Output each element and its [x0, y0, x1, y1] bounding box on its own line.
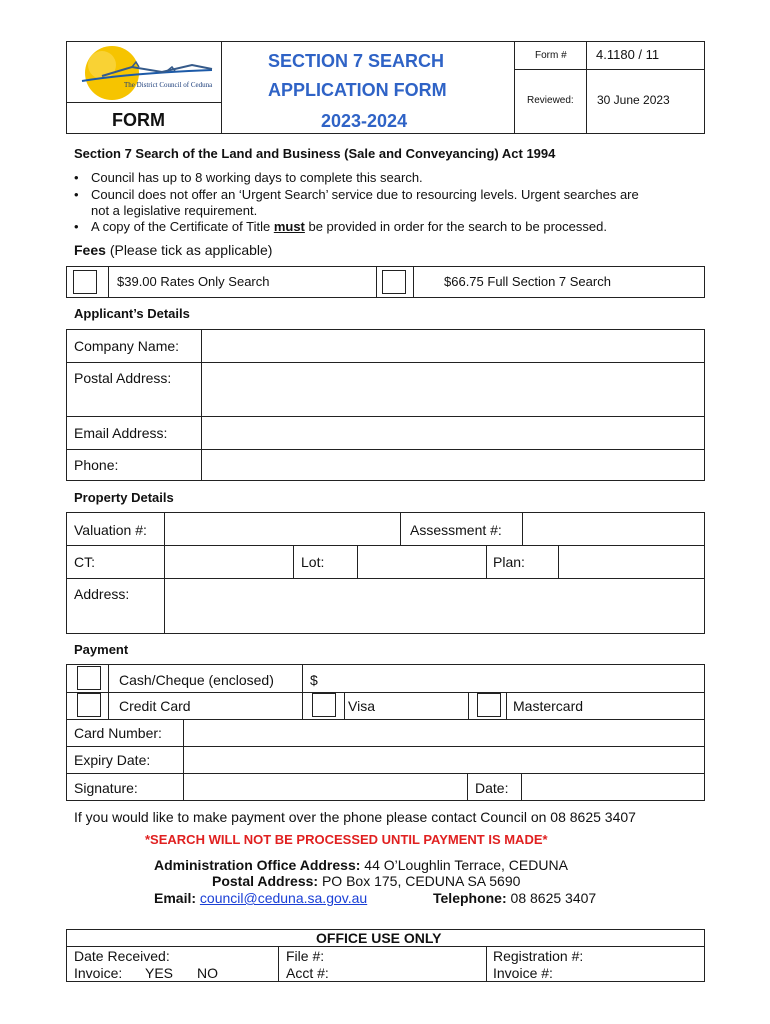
assessment-label: Assessment #: [410, 522, 502, 538]
signature-field[interactable] [184, 774, 467, 801]
phone-payment-note: If you would like to make payment over the phone please contact Council on 08 8625 3407 [74, 809, 636, 825]
plan-field[interactable] [559, 546, 704, 578]
council-logo [72, 43, 218, 101]
contact-telephone: Telephone: 08 8625 3407 [433, 890, 597, 906]
amount-field[interactable] [322, 665, 704, 692]
valuation-label: Valuation #: [74, 522, 147, 538]
bullet-1: Council has up to 8 working days to complete this search. [91, 170, 423, 185]
cash-cheque-checkbox[interactable] [77, 666, 101, 690]
card-number-field[interactable] [184, 720, 704, 746]
bullet-dot: • [74, 170, 79, 185]
title-line-2: APPLICATION FORM [268, 80, 447, 100]
visa-checkbox[interactable] [312, 693, 336, 717]
credit-card-checkbox[interactable] [77, 693, 101, 717]
mastercard-checkbox[interactable] [477, 693, 501, 717]
email-address-label: Email Address: [74, 425, 168, 441]
payment-heading: Payment [74, 642, 129, 657]
company-name-label: Company Name: [74, 338, 180, 354]
fee-rates-only-checkbox[interactable] [73, 270, 97, 294]
expiry-date-label: Expiry Date: [74, 752, 151, 768]
contact-email-link[interactable]: council@ceduna.sa.gov.au [199, 890, 368, 906]
cash-cheque-label: Cash/Cheque (enclosed) [119, 672, 274, 688]
ct-label: CT: [74, 554, 95, 570]
mastercard-label: Mastercard [513, 698, 584, 714]
valuation-field[interactable] [165, 513, 400, 545]
reviewed-value: 30 June 2023 [597, 93, 670, 107]
plan-label: Plan: [493, 554, 525, 570]
ct-field[interactable] [165, 546, 293, 578]
reviewed-label: Reviewed: [527, 95, 574, 106]
payment-warning: *SEARCH WILL NOT BE PROCESSED UNTIL PAYMENT IS MADE* [145, 832, 548, 847]
lot-label: Lot: [301, 554, 325, 570]
admin-office-address: Administration Office Address: 44 O’Loughlin Terrace, CEDUNA [154, 857, 568, 873]
property-address-label: Address: [74, 586, 130, 602]
applicant-heading: Applicant’s Details [74, 306, 190, 321]
title-line-3: 2023-2024 [321, 111, 408, 131]
account-number-label: Acct #: [286, 965, 329, 981]
postal-address-field[interactable] [202, 363, 704, 416]
invoice-yes: YES [145, 965, 174, 981]
fee-rates-only-label: $39.00 Rates Only Search [117, 274, 270, 289]
lot-field[interactable] [358, 546, 486, 578]
title-line-1: SECTION 7 SEARCH [268, 51, 445, 71]
property-address-field[interactable] [165, 579, 704, 634]
act-title: Section 7 Search of the Land and Business (Sale and Conveyancing) Act 1994 [74, 146, 556, 161]
form-number-value: 4.1180 / 11 [596, 47, 660, 62]
bullet-dot: • [74, 187, 79, 202]
fee-full-search-checkbox[interactable] [382, 270, 406, 294]
payment-date-field[interactable] [522, 774, 704, 801]
visa-label: Visa [348, 698, 375, 714]
invoice-no: NO [197, 965, 218, 981]
bullet-2-line-2: not a legislative requirement. [91, 203, 258, 218]
payment-date-label: Date: [475, 780, 509, 796]
fee-full-search-label: $66.75 Full Section 7 Search [444, 274, 611, 289]
invoice-label: Invoice: [74, 965, 123, 981]
bullet-dot: • [74, 219, 79, 234]
credit-card-label: Credit Card [119, 698, 191, 714]
assessment-field[interactable] [523, 513, 704, 545]
invoice-number-label: Invoice #: [493, 965, 553, 981]
form-number-label: Form # [535, 50, 567, 61]
contact-email-line: Email: council@ceduna.sa.gov.au [154, 890, 368, 906]
expiry-date-field[interactable] [184, 747, 704, 773]
fees-heading: Fees (Please tick as applicable) [74, 242, 273, 258]
card-number-label: Card Number: [74, 725, 162, 741]
bullet-3: A copy of the Certificate of Title must be provided in order for the search to be processed. [91, 219, 607, 234]
bullet-2-line-1: Council does not offer an ‘Urgent Search’ service due to resourcing levels. Urgent searches are [91, 187, 639, 202]
amount-dollar-label: $ [310, 672, 318, 688]
registration-number-label: Registration #: [493, 948, 584, 964]
phone-label: Phone: [74, 457, 119, 473]
email-address-field[interactable] [202, 417, 704, 449]
office-use-heading: OFFICE USE ONLY [316, 930, 442, 946]
logo-text: The District Council of Ceduna [124, 81, 213, 89]
company-name-field[interactable] [202, 330, 704, 362]
property-heading: Property Details [74, 490, 174, 505]
postal-address-label: Postal Address: [74, 370, 172, 386]
phone-field[interactable] [202, 450, 704, 481]
date-received-label: Date Received: [74, 948, 170, 964]
signature-label: Signature: [74, 780, 138, 796]
postal-address: Postal Address: PO Box 175, CEDUNA SA 5690 [212, 873, 521, 889]
form-label: FORM [112, 110, 165, 130]
file-number-label: File #: [286, 948, 325, 964]
